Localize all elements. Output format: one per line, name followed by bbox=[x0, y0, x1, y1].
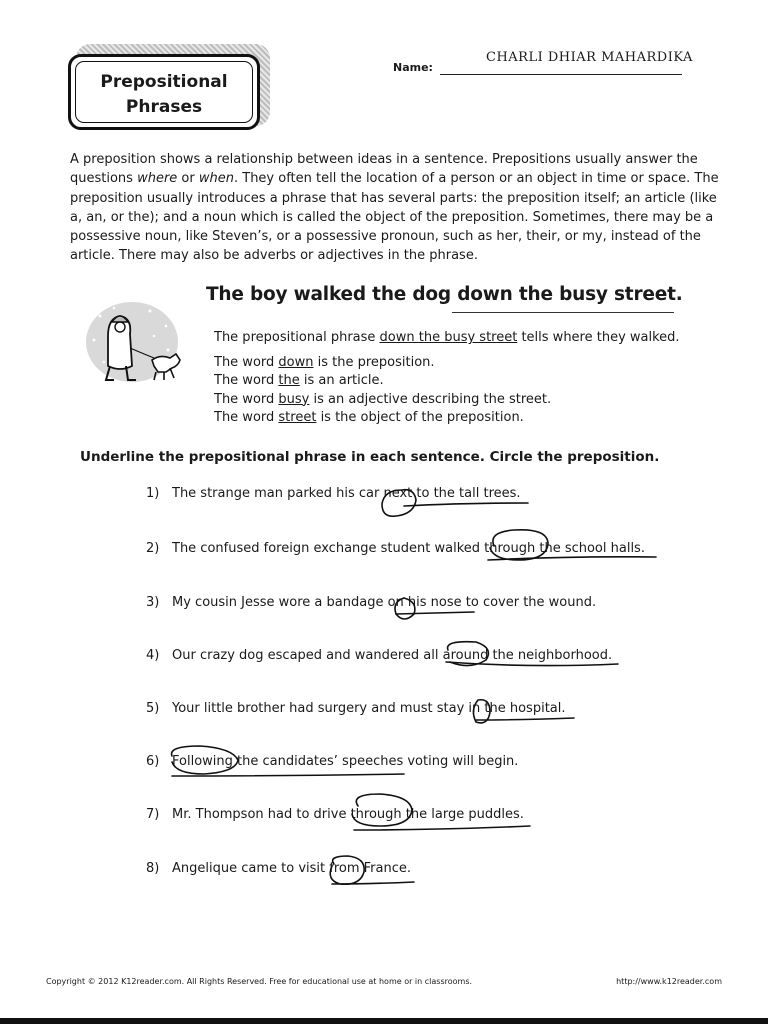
explanation-phrase-line bbox=[214, 329, 680, 348]
sentence-text: My cousin Jesse wore a bandage on his nose to cover the wound. bbox=[172, 595, 597, 610]
sentence-text: Our crazy dog escaped and wandered all around the neighborhood. bbox=[172, 648, 613, 663]
part-word: street bbox=[278, 410, 317, 425]
title-box bbox=[68, 54, 260, 130]
phrase-post: tells where they walked. bbox=[517, 330, 680, 345]
worksheet-title bbox=[75, 61, 253, 123]
title-line-1: Prepositional bbox=[100, 72, 228, 92]
sentence-text: Following the candidates’ speeches voting will begin. bbox=[172, 754, 519, 769]
part-post: is an adjective describing the street. bbox=[309, 391, 552, 407]
intro-when: when bbox=[198, 171, 234, 187]
intro-where: where bbox=[137, 171, 178, 187]
sentence-number: 6) bbox=[146, 754, 160, 769]
sentence-number: 7) bbox=[146, 807, 160, 822]
name-label: Name: bbox=[393, 61, 433, 74]
part-pre: The word bbox=[214, 391, 279, 407]
part-pre: The word bbox=[214, 354, 279, 370]
sentence-number: 2) bbox=[146, 541, 160, 556]
explanation-part-3 bbox=[214, 391, 680, 410]
part-word: down bbox=[278, 354, 314, 370]
website-footer: http://www.k12reader.com bbox=[616, 977, 722, 986]
part-post: is an article. bbox=[299, 373, 384, 388]
part-post: is the object of the preposition. bbox=[316, 410, 524, 425]
boy-walking-dog-illustration bbox=[80, 296, 200, 396]
sentence-text: Your little brother had surgery and must stay in the hospital. bbox=[172, 701, 566, 716]
intro-text-2: or bbox=[177, 171, 199, 187]
example-explanation bbox=[214, 329, 680, 428]
intro-text-1: A preposition shows a relationship between ideas in a sentence. Prepositions usually answer the questions bbox=[70, 152, 698, 187]
instructions: Underline the prepositional phrase in each sentence. Circle the preposition. bbox=[80, 449, 660, 465]
exercise-sentence-8 bbox=[146, 861, 411, 876]
exercise-sentence-1 bbox=[146, 486, 521, 501]
sentence-number: 5) bbox=[146, 701, 160, 716]
exercise-sentence-2 bbox=[146, 541, 645, 556]
exercise-sentence-4 bbox=[146, 648, 612, 663]
explanation-part-1 bbox=[214, 354, 680, 373]
sentence-text: The strange man parked his car next to the tall trees. bbox=[172, 486, 521, 501]
explanation-part-4 bbox=[214, 409, 680, 428]
copyright-footer: Copyright © 2012 K12reader.com. All Rights Reserved. Free for educational use at home or in classrooms. bbox=[46, 977, 473, 986]
example-sentence-underline bbox=[452, 312, 674, 313]
part-pre: The word bbox=[214, 410, 279, 425]
phrase-pre: The prepositional phrase bbox=[214, 330, 380, 345]
sentence-text: The confused foreign exchange student walked through the school halls. bbox=[172, 541, 645, 556]
part-post: is the preposition. bbox=[313, 354, 435, 370]
bottom-bar bbox=[0, 1018, 768, 1024]
exercise-sentence-5 bbox=[146, 701, 566, 716]
sentence-number: 8) bbox=[146, 861, 160, 876]
sentence-text: Mr. Thompson had to drive through the large puddles. bbox=[172, 807, 524, 822]
part-pre: The word bbox=[214, 373, 279, 388]
name-line bbox=[440, 74, 682, 75]
part-word: the bbox=[278, 373, 300, 388]
explanation-part-2 bbox=[214, 372, 680, 391]
sentence-number: 3) bbox=[146, 595, 160, 610]
exercise-sentence-3 bbox=[146, 595, 596, 610]
sentence-number: 1) bbox=[146, 486, 160, 501]
phrase-underlined: down the busy street bbox=[379, 330, 518, 345]
exercise-sentence-6 bbox=[146, 754, 518, 769]
title-line-2: Phrases bbox=[125, 97, 203, 117]
intro-text-3: . They often tell the location of a person or an object in time or space. The preposition usually introduces a phrase that has several parts: the preposition itself; an article (like a, an, or the); and a noun which is called the object of the preposition. Sometimes, there may be a possessive noun, like Steven’s, or a possessive pronoun, such as her, their, or my, instead of the article. There may also be adverbs or adjectives in the phrase. bbox=[70, 171, 719, 264]
part-word: busy bbox=[278, 391, 310, 407]
name-value: CHARLI DHIAR MAHARDIKA bbox=[486, 50, 693, 65]
sentence-number: 4) bbox=[146, 648, 160, 663]
example-sentence: The boy walked the dog down the busy street. bbox=[206, 284, 683, 305]
intro-paragraph bbox=[70, 150, 730, 266]
exercise-sentence-7 bbox=[146, 807, 524, 822]
sentence-text: Angelique came to visit from France. bbox=[172, 861, 411, 876]
